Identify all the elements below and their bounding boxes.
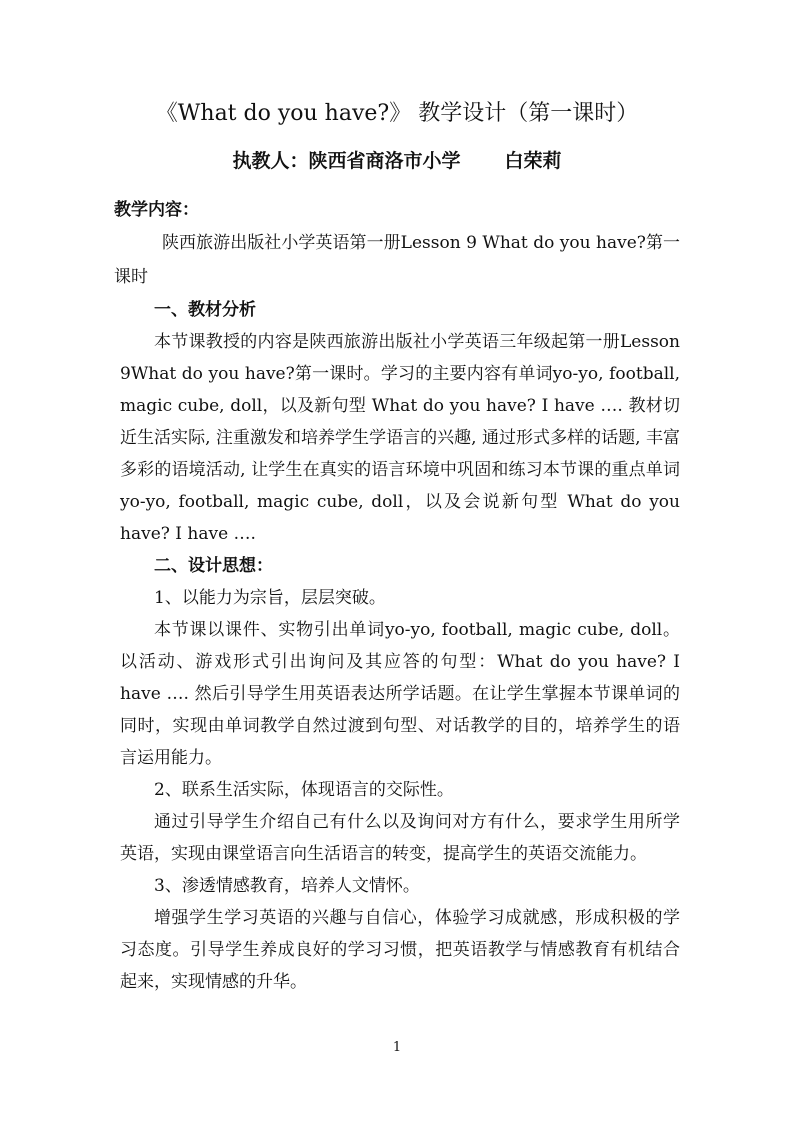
point2-title: 2、联系生活实际，体现语言的交际性。 [154, 780, 454, 800]
document-title: 《What do you have?》 教学设计（第一课时） [155, 101, 639, 126]
author-label: 执教人：陕西省商洛市小学 [232, 150, 461, 172]
section1-text: 本节课教授的内容是陕西旅游出版社小学英语三年级起第一册Lesson 9What do you have?第一课时。学习的主要内容有单词yo-yo, football, magic cube, doll，以及新句型 What do you have? I have …. 教材切近生活实际, 注重激发和培养学生学语言的兴趣, 通过形式多样的话题, 丰富多彩的语境活动, 让学生在真实的语言环境中巩固和练习本节课的重点单词yo-yo, football, magic cube, doll，以及会说新句型 What do you have? I have …. [120, 332, 680, 544]
content-heading: 教学内容： [114, 200, 199, 220]
point3-text: 增强学生学习英语的兴趣与自信心，体验学习成就感，形成积极的学习态度。引导学生养成良好的学习习惯，把英语教学与情感教育有机结合起来，实现情感的升华。 [120, 908, 680, 992]
page-number: 1 [392, 1040, 402, 1055]
point3-title: 3、渗透情感教育，培养人文情怀。 [154, 876, 420, 896]
author-name: 白荣莉 [504, 150, 562, 172]
section2-heading: 二、设计思想： [154, 556, 273, 576]
content-text: 陕西旅游出版社小学英语第一册Lesson 9 What do you have?第一课时 [114, 233, 680, 287]
document-body [114, 194, 680, 998]
point2-text: 通过引导学生介绍自己有什么以及询问对方有什么，要求学生用所学英语，实现由课堂语言向生活语言的转变，提高学生的英语交流能力。 [120, 812, 680, 864]
point1-text: 本节课以课件、实物引出单词yo-yo, football, magic cube, doll。以活动、游戏形式引出询问及其应答的句型：What do you have? I have …. 然后引导学生用英语表达所学话题。在让学生掌握本节课单词的同时，实现由单词教学自然过渡到句型、对话教学的目的，培养学生的语言运用能力。 [120, 620, 680, 768]
section1-heading: 一、教材分析 [154, 300, 256, 320]
point1-title: 1、以能力为宗旨，层层突破。 [154, 588, 386, 608]
author-line [0, 146, 794, 176]
